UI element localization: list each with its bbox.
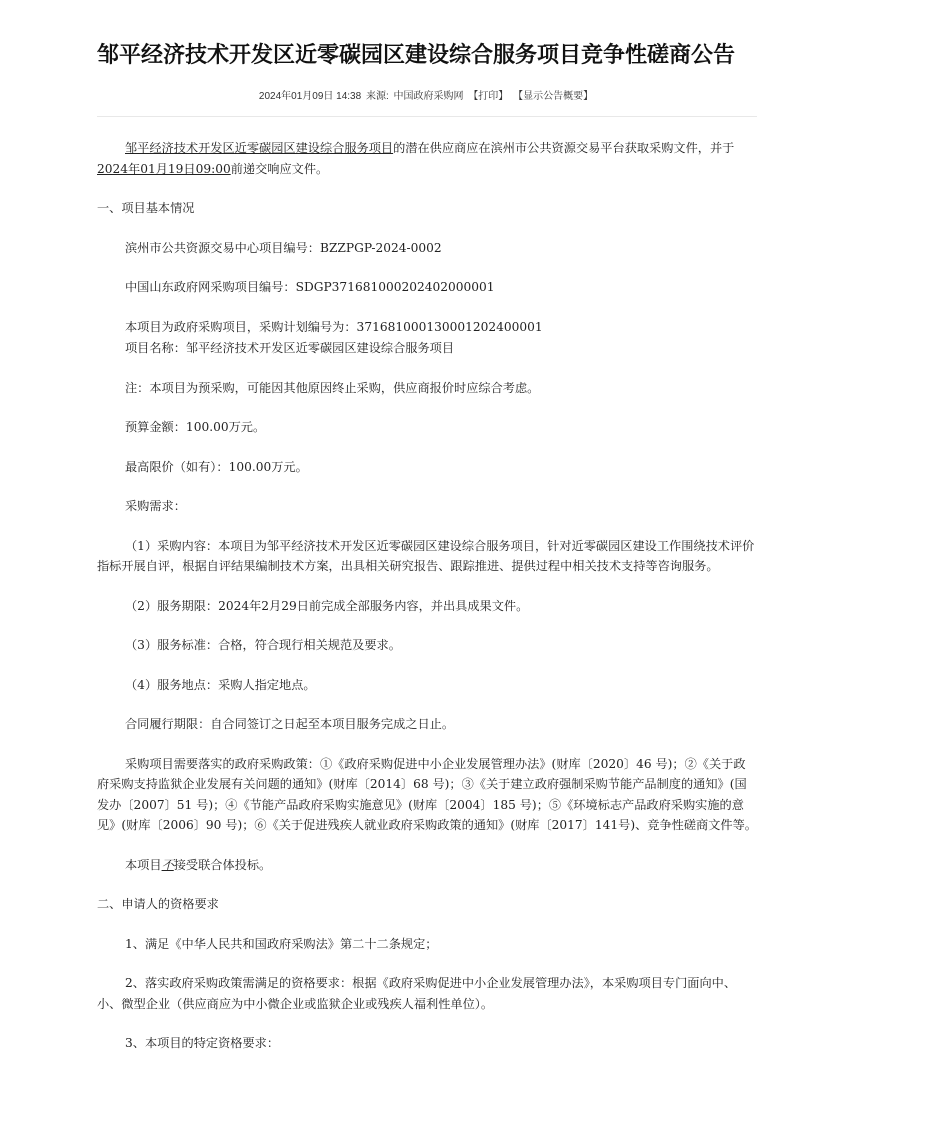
consortium-not: 不	[161, 857, 174, 872]
qualification-item-2: 2、落实政府采购政策需满足的资格要求：根据《政府采购促进中小企业发展管理办法》，本采购项目专门面向中、小、微型企业（供应商应为中小微企业或监狱企业或残疾人福利性单位）。	[97, 976, 737, 1011]
notice-body	[97, 138, 757, 1054]
section-1-heading: 一、项目基本情况	[97, 201, 195, 215]
notice-container	[97, 40, 757, 1054]
qualification-item-1: 1、满足《中华人民共和国政府采购法》第二十二条规定；	[125, 936, 438, 951]
show-summary-link[interactable]: 【显示公告概要】	[513, 91, 594, 102]
contract-period: 合同履行期限：自合同签订之日起至本项目服务完成之日止。	[125, 717, 455, 731]
intro-paragraph	[97, 138, 757, 179]
max-price: 最高限价（如有）：100.00万元。	[125, 459, 308, 474]
requirement-period: （2）服务期限：2024年2月29日前完成全部服务内容，并出具成果文件。	[125, 598, 529, 613]
procurement-policy: 采购项目需要落实的政府采购政策：①《政府采购促进中小企业发展管理办法》(财库〔2020〕46 号)；②《关于政府采购支持监狱企业发展有关问题的通知》(财库〔2014〕68 号)；③《关于建立政府强制采购节能产品制度的通知》(国发办〔2007〕51 号)；④《节能产品政府采购实施意见》(财库〔2004〕185 号)；⑤《环境标志产品政府采购实施的意见》(财库〔2006〕90 号)；⑥《关于促进残疾人就业政府采购政策的通知》(财库〔2017〕141号)、竞争性磋商文件等。	[97, 756, 757, 832]
center-project-number: 滨州市公共资源交易中心项目编号：BZZPGP-2024-0002	[125, 240, 442, 255]
requirement-content: （1）采购内容：本项目为邹平经济技术开发区近零碳园区建设综合服务项目，针对近零碳园区建设工作围绕技术评价指标开展自评，根据自评结果编制技术方案，出具相关研究报告、跟踪推进、提供过程中相关技术支持等咨询服务。	[97, 538, 755, 573]
project-name: 项目名称：邹平经济技术开发区近零碳园区建设综合服务项目	[125, 341, 455, 355]
publish-datetime: 2024年01月09日 14:38	[258, 91, 362, 102]
deadline-link: 2024年01月19日09:00	[97, 161, 231, 176]
project-name-link: 邹平经济技术开发区近零碳园区建设综合服务项目	[125, 141, 394, 155]
qualification-item-3: 3、本项目的特定资格要求：	[125, 1036, 280, 1050]
consortium-note	[97, 855, 757, 876]
page-title: 邹平经济技术开发区近零碳园区建设综合服务项目竞争性磋商公告	[97, 42, 736, 67]
header-divider	[97, 116, 757, 117]
intro-text-2: 前递交响应文件。	[230, 161, 329, 176]
notice-meta	[97, 90, 757, 104]
budget-amount: 预算金额：100.00万元。	[125, 420, 266, 434]
requirement-location: （4）服务地点：采购人指定地点。	[125, 677, 316, 692]
print-link[interactable]: 【打印】	[468, 91, 509, 102]
source-name: 中国政府采购网	[393, 91, 464, 102]
plan-number: 本项目为政府采购项目，采购计划编号为：371681000130001202400001	[125, 319, 543, 334]
pre-procurement-note: 注：本项目为预采购，可能因其他原因终止采购，供应商报价时应综合考虑。	[125, 380, 540, 395]
requirements-label: 采购需求：	[125, 499, 186, 513]
section-2-heading: 二、申请人的资格要求	[97, 897, 219, 911]
gov-project-number: 中国山东政府网采购项目编号：SDGP371681000202402000001	[125, 280, 495, 294]
intro-text-1: 的潜在供应商应在滨州市公共资源交易平台获取采购文件，并于	[393, 141, 735, 155]
consortium-text-1: 本项目	[125, 857, 162, 872]
requirement-standard: （3）服务标准：合格，符合现行相关规范及要求。	[125, 638, 401, 652]
source-label: 来源:	[365, 91, 389, 102]
consortium-text-2: 接受联合体投标。	[173, 857, 272, 872]
